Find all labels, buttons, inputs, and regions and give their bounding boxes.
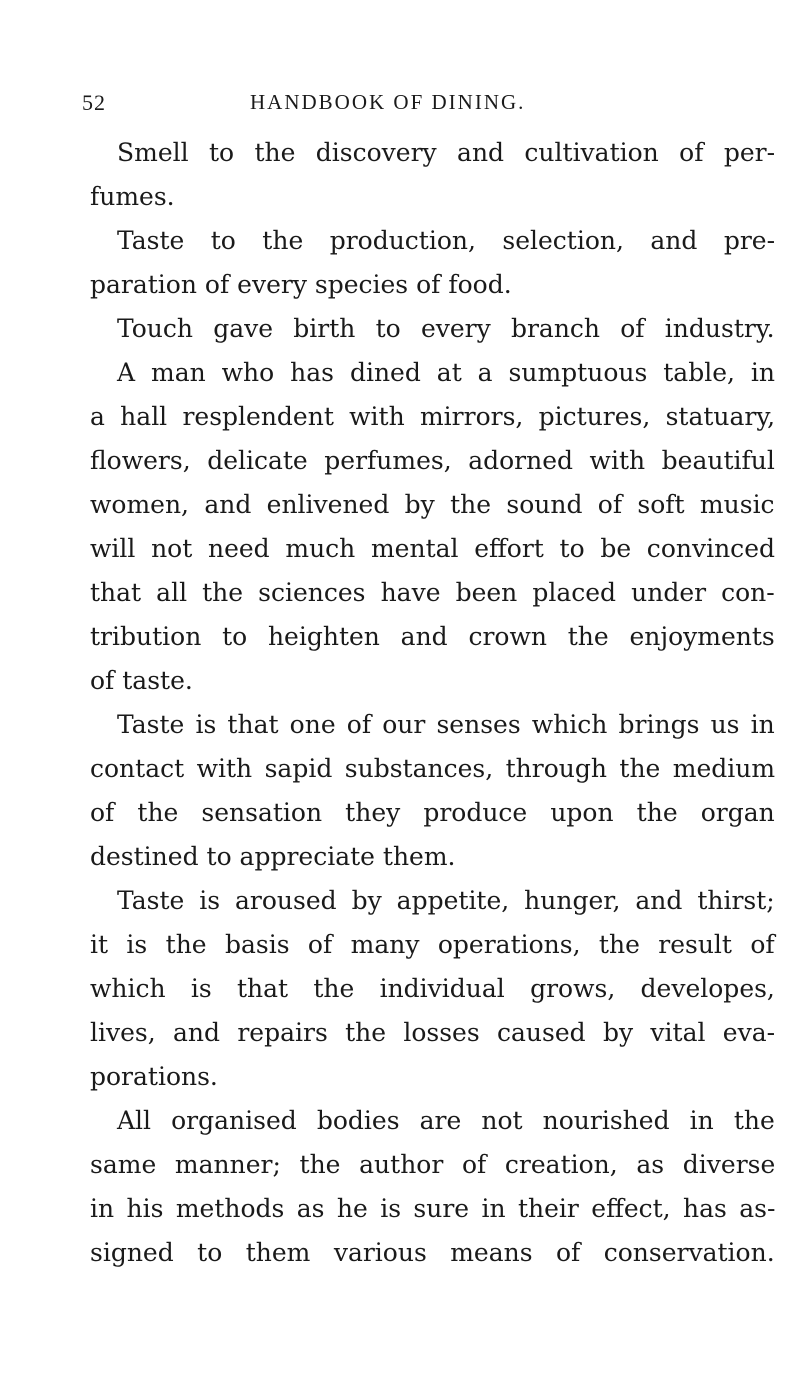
text-line: signed to them various means of conservation. <box>90 1238 775 1267</box>
text-line: contact with sapid substances, through the medium <box>90 754 776 783</box>
text-line: of taste. <box>90 666 193 695</box>
running-title: HANDBOOK OF DINING. <box>250 90 526 114</box>
page-number: 52 <box>82 90 106 115</box>
text-line: will not need much mental effort to be convinced <box>90 534 775 563</box>
text-line: fumes. <box>90 182 175 211</box>
text-line: a hall resplendent with mirrors, pictures, statuary, <box>90 402 776 431</box>
text-line: Taste is aroused by appetite, hunger, and thirst; <box>117 886 775 915</box>
text-line: in his methods as he is sure in their effect, has as- <box>90 1194 776 1223</box>
text-line: same manner; the author of creation, as diverse <box>90 1150 776 1179</box>
text-line: Taste is that one of our senses which brings us in <box>117 710 775 739</box>
text-line: that all the sciences have been placed under con- <box>90 578 775 607</box>
text-line: which is that the individual grows, developes, <box>90 974 775 1003</box>
text-line: paration of every species of food. <box>90 270 512 299</box>
text-line: destined to appreciate them. <box>90 842 456 871</box>
text-line: tribution to heighten and crown the enjoyments <box>90 622 775 651</box>
text-line: of the sensation they produce upon the organ <box>90 798 775 827</box>
text-line: All organised bodies are not nourished in the <box>117 1106 775 1135</box>
text-line: A man who has dined at a sumptuous table, in <box>117 358 775 387</box>
text-line: lives, and repairs the losses caused by vital eva- <box>90 1018 776 1047</box>
text-line: it is the basis of many operations, the result of <box>90 930 775 959</box>
text-line: Touch gave birth to every branch of industry. <box>117 314 775 343</box>
text-line: flowers, delicate perfumes, adorned with beautiful <box>90 446 775 475</box>
text-line: women, and enlivened by the sound of soft music <box>90 490 775 519</box>
text-line: Taste to the production, selection, and pre- <box>117 226 776 255</box>
text-line: porations. <box>90 1062 218 1091</box>
text-line: Smell to the discovery and cultivation of per- <box>117 138 776 167</box>
